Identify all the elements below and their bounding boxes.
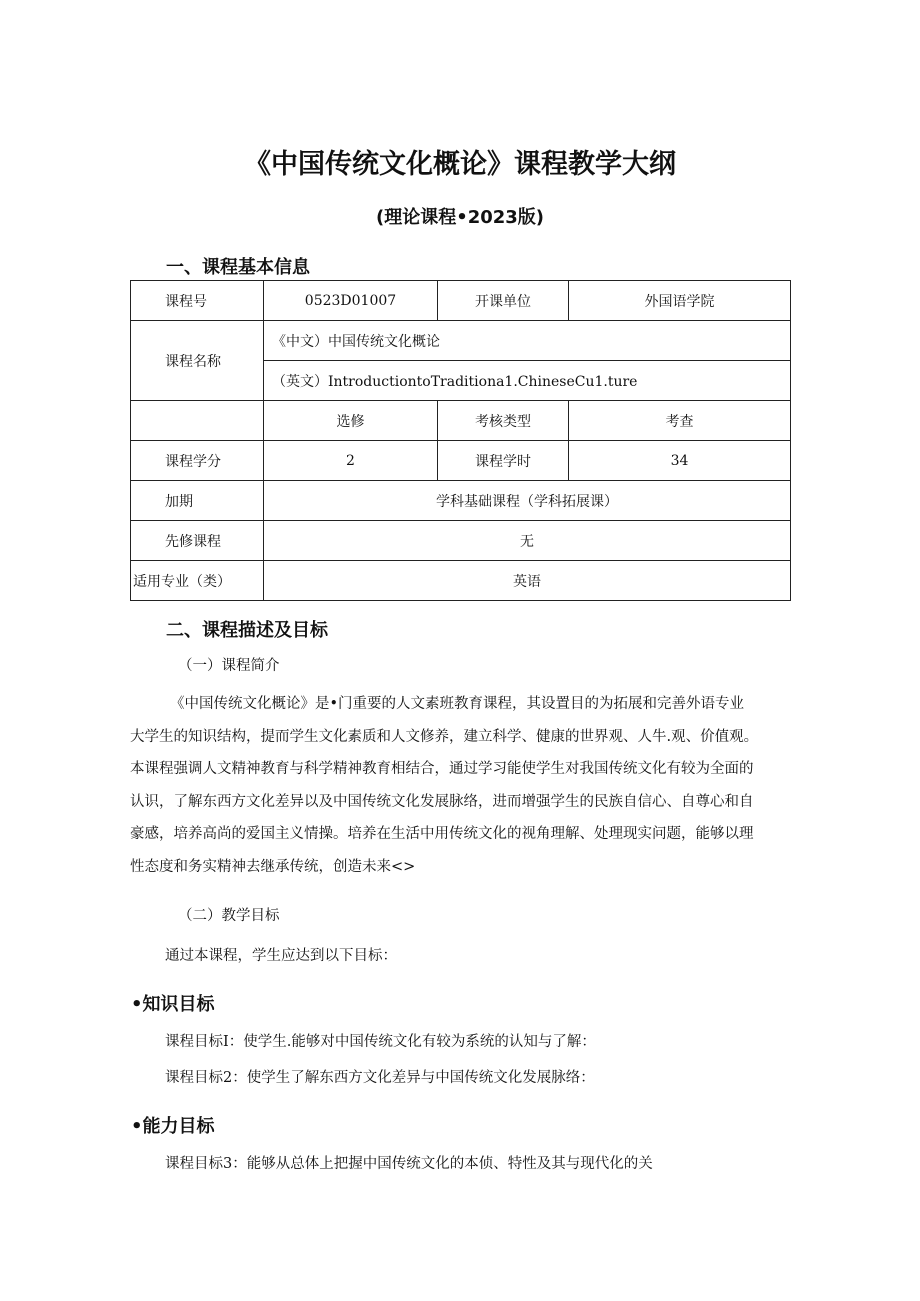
table-row	[131, 441, 791, 481]
table-row	[131, 521, 791, 561]
value-course-name-cn: 《中文）中国传统文化概论	[264, 321, 791, 361]
paragraph-line: 豪感，培养高尚的爱国主义情操。培养在生活中用传统文化的视角理解、处理现实问题，能够以理	[130, 826, 754, 842]
document-subtitle: (理论课程•2023版)	[375, 207, 545, 228]
goal-2: 课程目标2：使学生了解东西方文化差异与中国传统文化发展脉络：	[165, 1070, 595, 1086]
value-unit: 外国语学院	[569, 281, 791, 321]
table-row	[131, 481, 791, 521]
paragraph-line: 本课程强调人文精神教育与科学精神教育相结合，通过学习能使学生对我国传统文化有较为全面的	[130, 761, 754, 777]
paragraph-line: 《中国传统文化概论》是•门重要的人文素班教育课程，其设置目的为拓展和完善外语专业	[170, 696, 745, 712]
paragraph-line: 性态度和务实精神去继承传统，创造未来<>	[130, 858, 416, 875]
table-row	[131, 561, 791, 601]
value-major: 英语	[264, 561, 791, 601]
label-course-type	[131, 401, 264, 441]
value-course-type: 选修	[264, 401, 438, 441]
label-major: 适用专业（类）	[131, 561, 264, 601]
document-title: 《中国传统文化概论》课程教学大纲	[244, 149, 676, 180]
label-course-name: 课程名称	[131, 321, 264, 401]
value-prerequisite: 无	[264, 521, 791, 561]
subheading-intro: （一）课程简介	[178, 658, 280, 674]
label-credits: 课程学分	[131, 441, 264, 481]
label-hours: 课程学时	[438, 441, 569, 481]
label-unit: 开课单位	[438, 281, 569, 321]
label-prerequisite: 先修课程	[131, 521, 264, 561]
goals-intro: 通过本课程，学生应达到以下目标：	[165, 948, 397, 964]
label-course-no: 课程号	[131, 281, 264, 321]
paragraph-line: 认识，了解东西方文化差异以及中国传统文化发展脉络，进而增强学生的民族自信心、自尊心和自	[130, 793, 754, 810]
course-info-table	[130, 280, 791, 601]
paragraph-line: 大学生的知识结构，提而学生文化素质和人文修养，建立科学、健康的世界观、人牛.观、价值观。	[130, 728, 759, 745]
section-heading-basic-info: 一、课程基本信息	[166, 257, 310, 278]
value-category: 学科基础课程（学科拓展课）	[264, 481, 791, 521]
label-category: 加期	[131, 481, 264, 521]
subheading-goals: （二）教学目标	[178, 908, 280, 924]
table-row	[131, 401, 791, 441]
value-hours: 34	[569, 441, 791, 481]
table-row	[131, 281, 791, 321]
heading-ability-goals: •能力目标	[131, 1116, 215, 1137]
goal-3: 课程目标3：能够从总体上把握中国传统文化的本侦、特性及其与现代化的关	[165, 1156, 653, 1172]
heading-knowledge-goals: •知识目标	[131, 994, 215, 1015]
value-course-no: 0523D01007	[264, 281, 438, 321]
section-heading-description: 二、课程描述及目标	[166, 620, 328, 641]
intro-paragraph	[130, 688, 794, 883]
value-course-name-en: （英文）IntroductiontoTraditiona1.ChineseCu1.ture	[264, 361, 791, 401]
table-row	[131, 321, 791, 361]
label-exam-type: 考核类型	[438, 401, 569, 441]
goal-1: 课程目标I：使学生.能够对中国传统文化有较为系统的认知与了解：	[165, 1034, 596, 1050]
value-exam-type: 考查	[569, 401, 791, 441]
value-credits: 2	[264, 441, 438, 481]
